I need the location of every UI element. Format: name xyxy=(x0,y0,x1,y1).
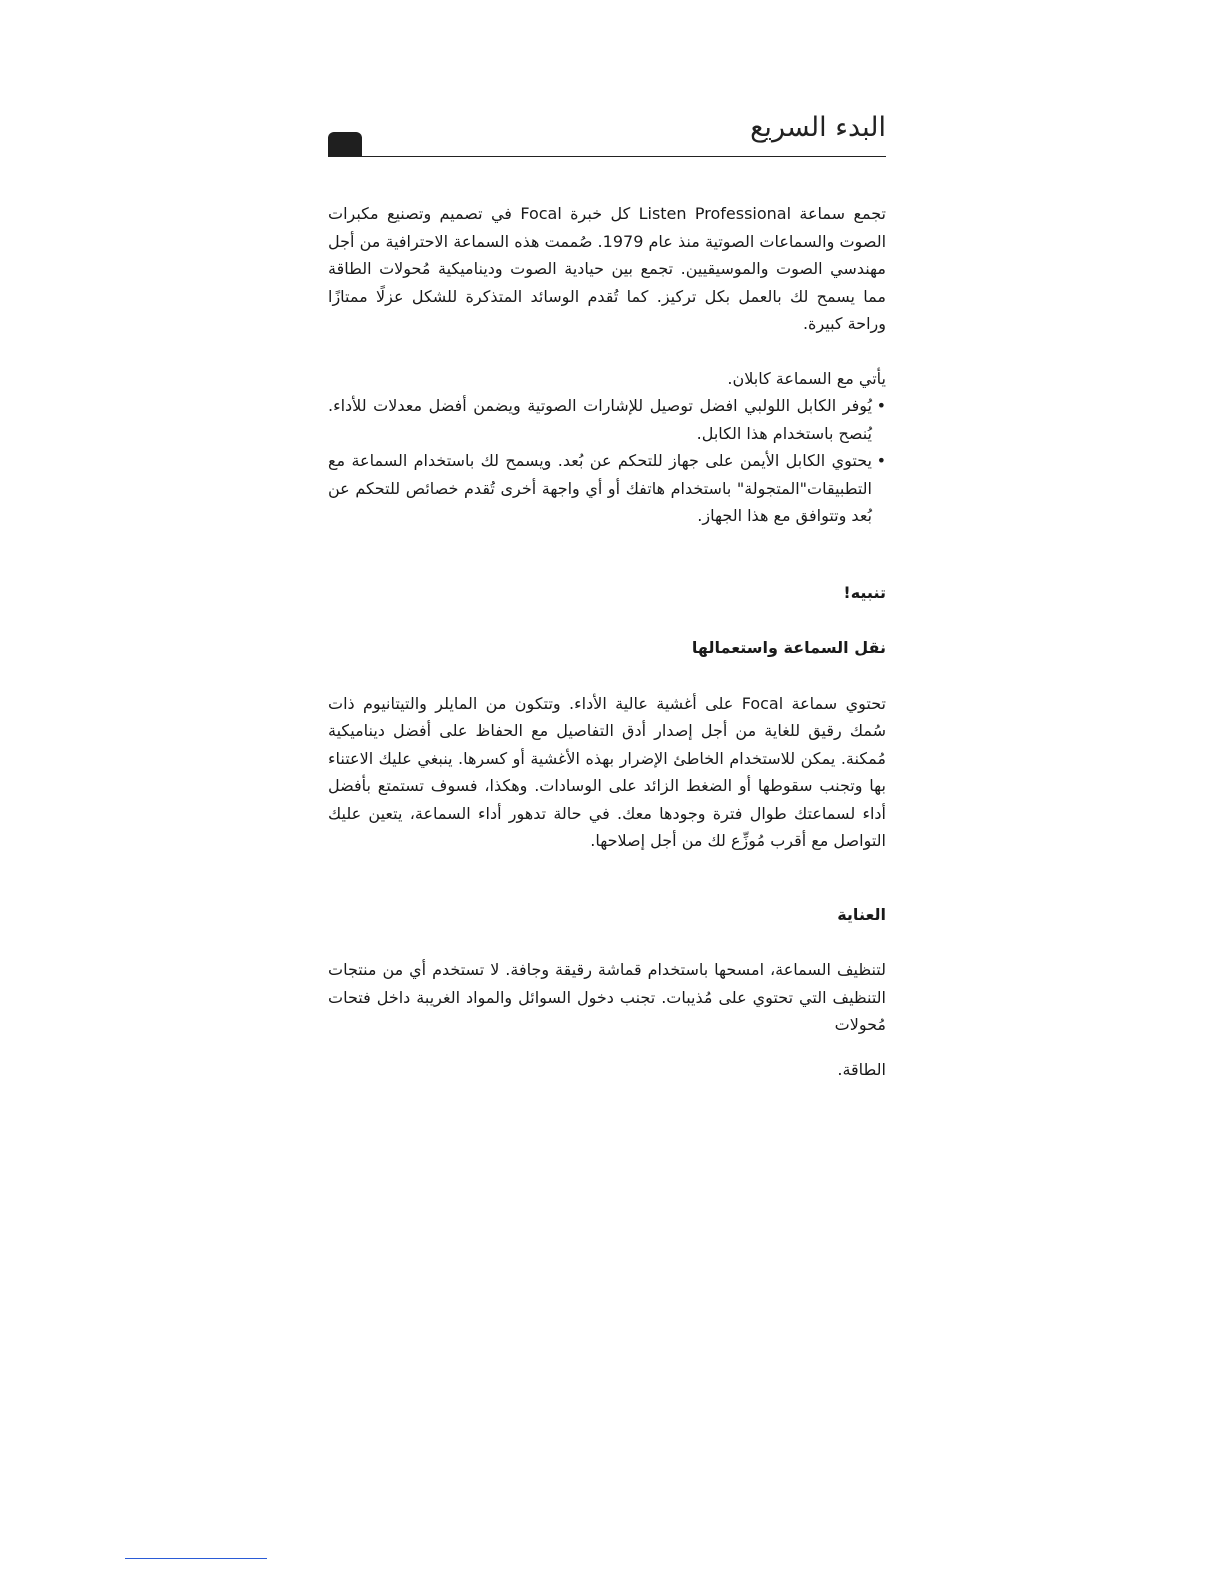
bullet-icon: • xyxy=(876,451,886,470)
list-item xyxy=(328,447,886,530)
document-body xyxy=(328,200,886,1083)
transport-paragraph: تحتوي سماعة Focal على أغشية عالية الأداء. وتتكون من المايلر والتيتانيوم ذات سُمك رقيق للغاية من أجل إصدار أدق التفاصيل مع الحفاظ على أفضل ديناميكية مُمكنة. يمكن للاستخدام الخاطئ الإضرار بهذه الأغشية أو كسرها. ينبغي عليك الاعتناء بها وتجنب سقوطها أو الضغط الزائد على الوسادات. وهكذا، فسوف تستمتع بأفضل أداء لسماعتك طوال فترة وجودها معك. في حالة تدهور أداء السماعة، يتعين عليك التواصل مع أقرب مُوزِّع لك من أجل إصلاحها. xyxy=(328,693,886,850)
bullet-icon: • xyxy=(876,396,886,415)
care-paragraph-end: الطاقة. xyxy=(837,1059,886,1079)
care-paragraph: لتنظيف السماعة، امسحها باستخدام قماشة رقيقة وجافة. لا تستخدم أي من منتجات التنظيف التي تحتوي على مُذيبات. تجنب دخول السوائل والمواد الغريبة داخل فتحات مُحولات xyxy=(328,960,886,1034)
page-header xyxy=(328,110,886,157)
cables-intro: يأتي مع السماعة كابلان. xyxy=(727,368,886,388)
footer-rule xyxy=(125,1558,267,1559)
page-number-tab xyxy=(328,132,362,156)
care-heading: العناية xyxy=(837,904,886,924)
cables-list xyxy=(328,392,886,530)
page-title: البدء السريع xyxy=(750,112,886,143)
warning-heading: تنبيه! xyxy=(843,582,886,602)
list-item xyxy=(328,392,886,447)
transport-heading: نقل السماعة واستعمالها xyxy=(691,638,886,657)
list-item-text: يُوفر الكابل اللولبي افضل توصيل للإشارات الصوتية ويضمن أفضل معدلات للأداء. يُنصح باستخدام هذا الكابل. xyxy=(328,396,872,443)
intro-paragraph: تجمع سماعة Listen Professional كل خبرة Focal في تصميم وتصنيع مكبرات الصوت والسماعات الصوتية منذ عام 1979. صُممت هذه السماعة الاحترافية من أجل مهندسي الصوت والموسيقيين. تجمع بين حيادية الصوت وديناميكية مُحولات الطاقة مما يسمح لك بالعمل بكل تركيز. كما تُقدم الوسائد المتذكرة للشكل عزلًا ممتازًا وراحة كبيرة. xyxy=(328,204,887,333)
list-item-text: يحتوي الكابل الأيمن على جهاز للتحكم عن بُعد. ويسمح لك باستخدام السماعة مع التطبيقات"المتجولة" باستخدام هاتفك أو أي واجهة أخرى تُقدم خصائص للتحكم عن بُعد وتتوافق مع هذا الجهاز. xyxy=(328,451,872,525)
